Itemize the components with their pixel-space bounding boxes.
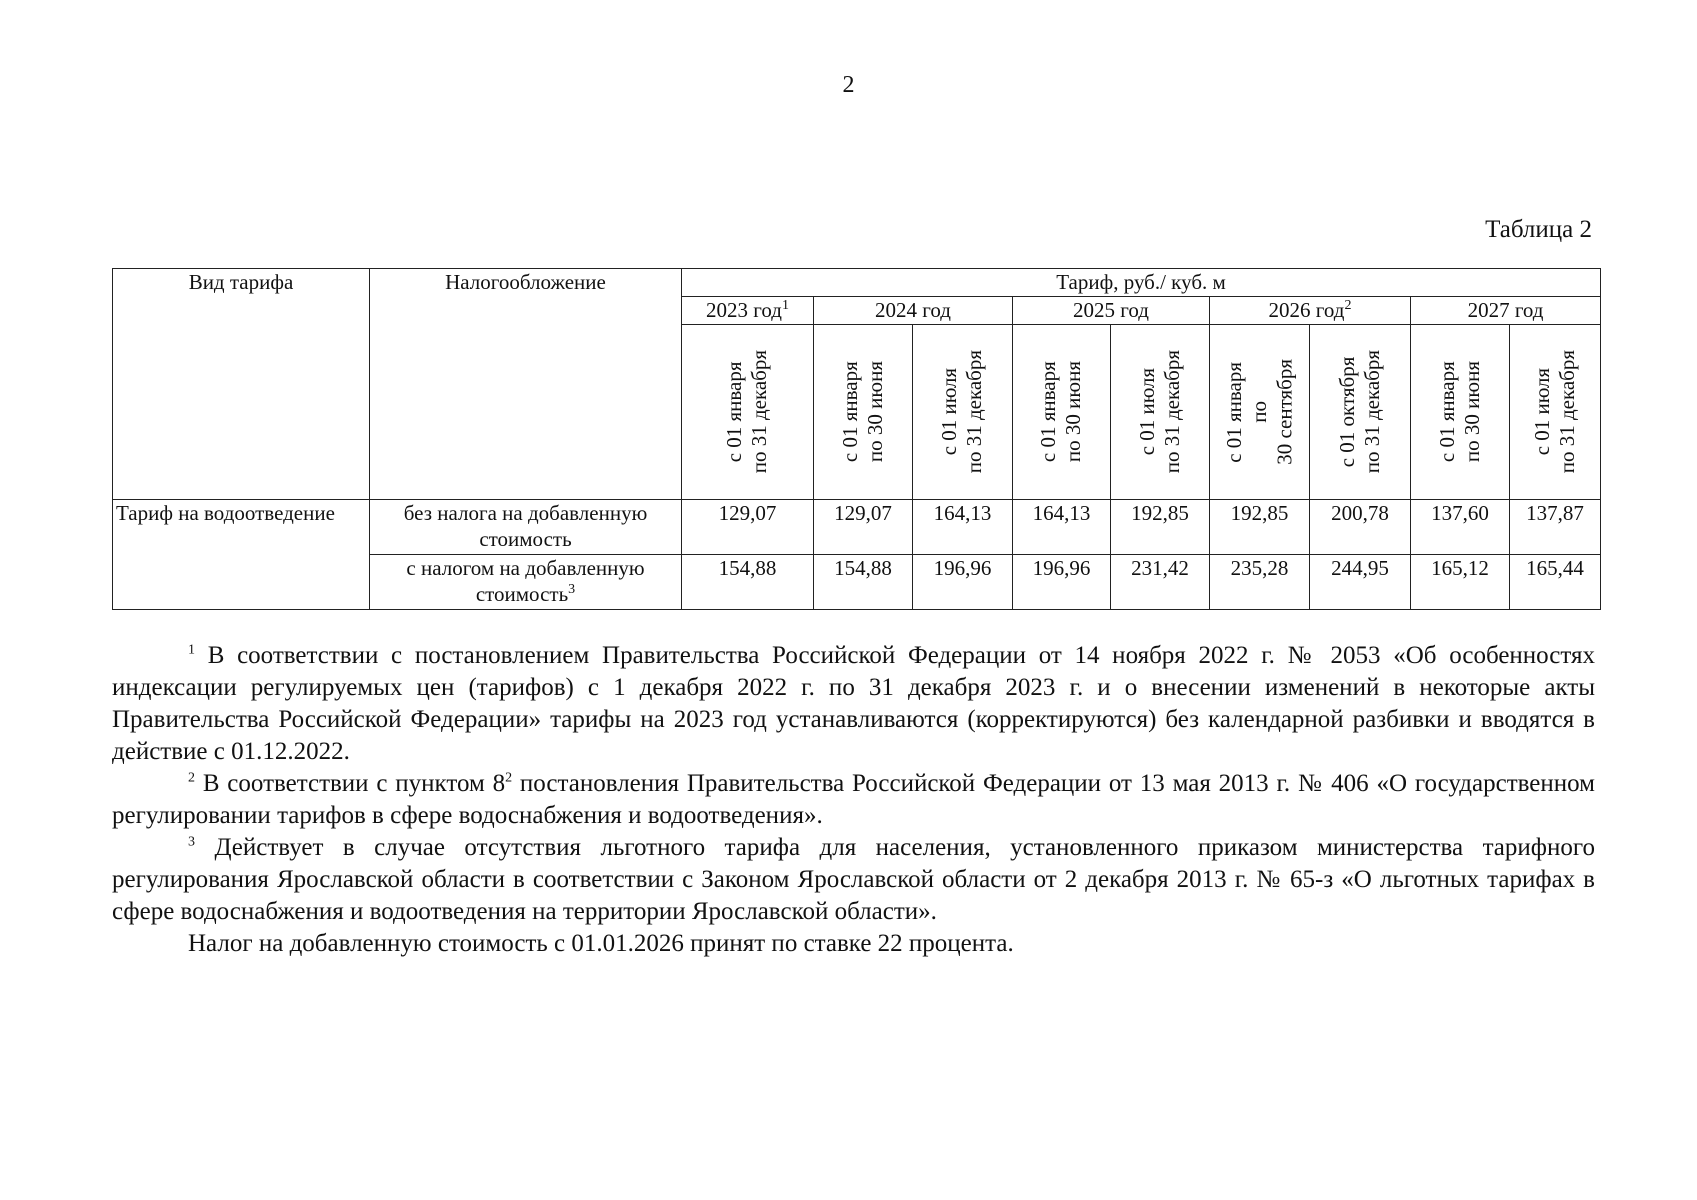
tariff-value-cell: 137,87 — [1510, 500, 1601, 555]
footnote-3 — [112, 832, 1595, 928]
period-header: с 01 июля по 31 декабря — [913, 325, 1013, 500]
tariff-value-cell: 196,96 — [913, 555, 1013, 610]
footnotes — [112, 640, 1595, 960]
period-header: с 01 июля по 31 декабря — [1111, 325, 1210, 500]
year-header-2023: 2023 год$^1$ — [682, 297, 814, 325]
tariff-value-cell: 154,88 — [814, 555, 913, 610]
tariff-value-cell: 231,42 — [1111, 555, 1210, 610]
table-caption: Таблица 2 — [1485, 216, 1592, 243]
table-row — [113, 500, 1601, 555]
year-header-2024: 2024 год — [814, 297, 1013, 325]
tariff-value-cell: 165,12 — [1411, 555, 1510, 610]
tariff-value-cell: 192,85 — [1111, 500, 1210, 555]
superscript: 2 — [505, 770, 513, 786]
footnote-text: Действует в случае отсутствия льготного тарифа для населения, установленного приказом министерства тарифного регулирования Ярославской области в соответствии с Законом Ярославской области от 2 декабря 2013 г. № 65-з «О льготных тарифах в сфере водоснабжения и водоотведения на территории Ярославской области». — [112, 834, 1595, 925]
taxation-cell: без налога на добавленную стоимость — [370, 500, 682, 555]
footnote-marker: 3 — [188, 834, 195, 850]
page-number: 2 — [842, 72, 855, 98]
column-header-tariff: Тариф, руб./ куб. м — [682, 269, 1601, 297]
tariff-table — [112, 268, 1601, 610]
tariff-value-cell: 129,07 — [682, 500, 814, 555]
tariff-value-cell: 244,95 — [1310, 555, 1411, 610]
period-header: с 01 октября по 31 декабря — [1310, 325, 1411, 500]
vat-note: Налог на добавленную стоимость с 01.01.2026 принят по ставке 22 процента. — [188, 930, 1014, 957]
footnote-marker: 2 — [188, 770, 195, 786]
period-header: с 01 января по 30 сентября — [1210, 325, 1310, 500]
footnote-text: постановления Правительства Российской Федерации от 13 мая 2013 г. № 406 «О государственном регулировании тарифов в сфере водоснабжения и водоотведения». — [112, 770, 1595, 829]
period-header: с 01 июля по 31 декабря — [1510, 325, 1601, 500]
column-header-taxation: Налогообложение — [370, 269, 682, 500]
tariff-value-cell: 235,28 — [1210, 555, 1310, 610]
footnote-2 — [112, 768, 1595, 832]
taxation-cell: с налогом на добавленную стоимость$^3$ — [370, 555, 682, 610]
footnote-text: В соответствии с пунктом 8 — [202, 770, 506, 797]
tariff-value-cell: 200,78 — [1310, 500, 1411, 555]
period-header: с 01 января по 31 декабря — [682, 325, 814, 500]
tariff-value-cell: 165,44 — [1510, 555, 1601, 610]
footnote-1 — [112, 640, 1595, 768]
year-header-2025: 2025 год — [1013, 297, 1210, 325]
tariff-value-cell: 192,85 — [1210, 500, 1310, 555]
tariff-value-cell: 129,07 — [814, 500, 913, 555]
column-header-tariff-type: Вид тарифа — [113, 269, 370, 500]
tariff-value-cell: 164,13 — [913, 500, 1013, 555]
footnote-text: В соответствии с постановлением Правительства Российской Федерации от 14 ноября 2022 г. № 2053 «Об особенностях индексации регулируемых цен (тарифов) с 1 декабря 2022 г. по 31 декабря 2023 г. и о внесении изменений в некоторые акты Правительства Российской Федерации» тарифы на 2023 год устанавливаются (корректируются) без календарной разбивки и вводятся в действие с 01.12.2022. — [112, 642, 1595, 765]
year-header-2026: 2026 год$^2$ — [1210, 297, 1411, 325]
tariff-type-cell: Тариф на водоотведение — [113, 500, 370, 610]
tariff-value-cell: 137,60 — [1411, 500, 1510, 555]
tariff-value-cell: 164,13 — [1013, 500, 1111, 555]
period-header: с 01 января по 30 июня — [1013, 325, 1111, 500]
footnote-marker: 1 — [188, 642, 195, 658]
period-header: с 01 января по 30 июня — [1411, 325, 1510, 500]
tariff-value-cell: 196,96 — [1013, 555, 1111, 610]
year-header-2027: 2027 год — [1411, 297, 1601, 325]
tariff-value-cell: 154,88 — [682, 555, 814, 610]
period-header: с 01 января по 30 июня — [814, 325, 913, 500]
